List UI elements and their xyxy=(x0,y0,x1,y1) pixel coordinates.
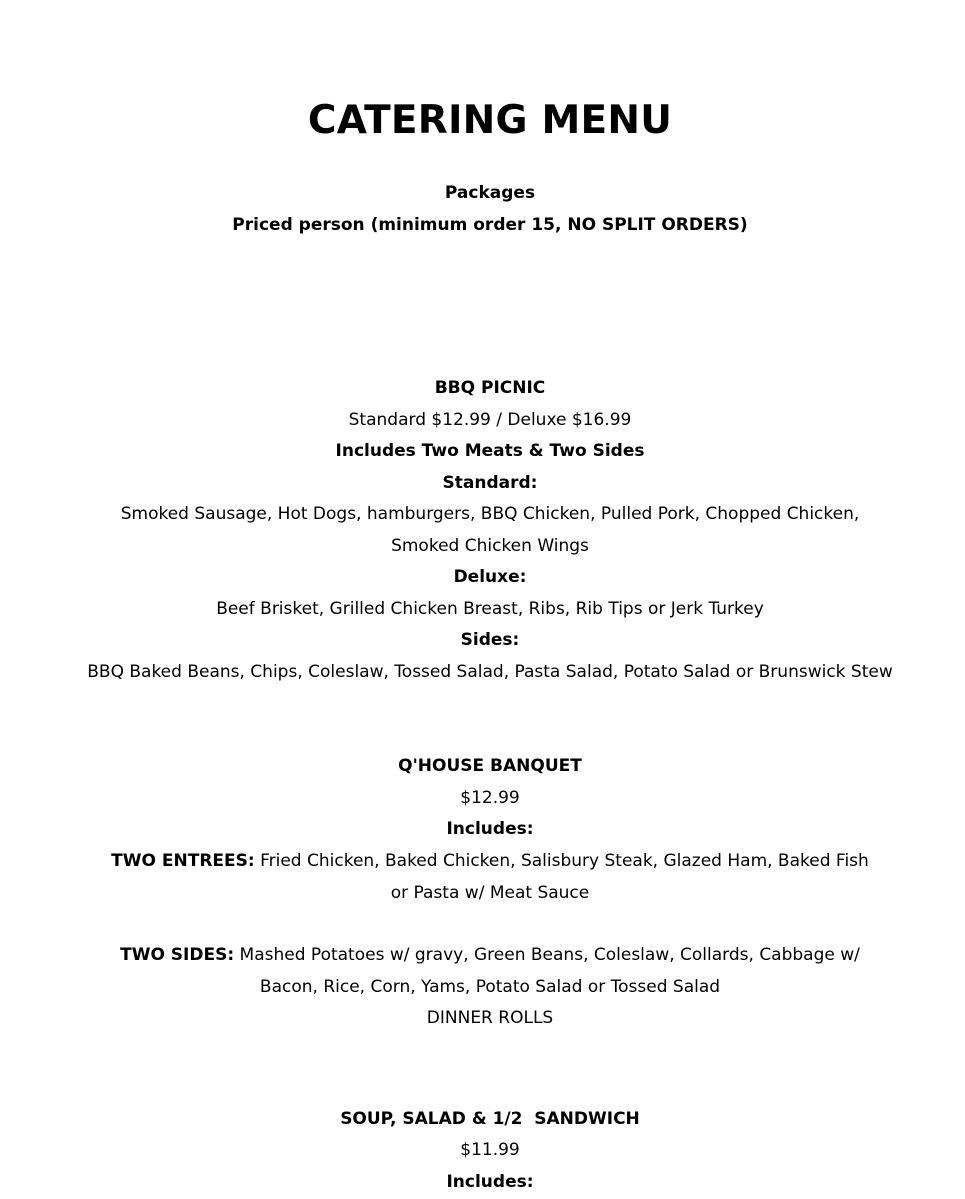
page-title: CATERING MENU xyxy=(307,98,673,143)
sides-items: BBQ Baked Beans, Chips, Coleslaw, Tossed Salad, Pasta Salad, Potato Salad or Brunswick Stew xyxy=(87,662,893,682)
standard-label: Standard: xyxy=(442,473,538,493)
standard-items: Smoked Sausage, Hot Dogs, hamburgers, BBQ Chicken, Pulled Pork, Chopped Chicken, Smoked Chicken Wings xyxy=(120,504,860,556)
bbq-picnic-includes: Includes Two Meats & Two Sides xyxy=(335,441,645,461)
qhouse-includes-label: Includes: xyxy=(446,819,534,839)
two-sides-items: Mashed Potatoes w/ gravy, Green Beans, Coleslaw, Collards, Cabbage w/ Bacon, Rice, Corn, Yams, Potato Salad or Tossed Salad xyxy=(234,945,860,997)
soup-salad-includes-label: Includes: xyxy=(446,1172,534,1192)
packages-subtitle: Packages xyxy=(444,183,536,203)
two-entrees-paragraph xyxy=(100,846,880,909)
sides-label: Sides: xyxy=(460,630,520,650)
qhouse-banquet-price: $12.99 xyxy=(460,788,520,808)
qhouse-banquet-heading: Q'HOUSE BANQUET xyxy=(398,756,582,776)
two-entrees-items: Fried Chicken, Baked Chicken, Salisbury Steak, Glazed Ham, Baked Fish or Pasta w/ Meat Sauce xyxy=(254,851,869,903)
pricing-note: Priced person (minimum order 15, NO SPLIT ORDERS) xyxy=(232,215,748,235)
deluxe-items: Beef Brisket, Grilled Chicken Breast, Ribs, Rib Tips or Jerk Turkey xyxy=(216,599,764,619)
dinner-rolls: DINNER ROLLS xyxy=(426,1008,554,1028)
soup-salad-heading: SOUP, SALAD & 1/2 SANDWICH xyxy=(340,1109,640,1129)
bbq-picnic-prices: Standard $12.99 / Deluxe $16.99 xyxy=(348,410,632,430)
soup-salad-price: $11.99 xyxy=(460,1140,520,1160)
two-entrees-label: TWO ENTREES: xyxy=(111,851,255,871)
bbq-picnic-heading: BBQ PICNIC xyxy=(434,378,546,398)
two-sides-label: TWO SIDES: xyxy=(120,945,235,965)
two-sides-paragraph xyxy=(105,940,875,1003)
deluxe-label: Deluxe: xyxy=(453,567,527,587)
